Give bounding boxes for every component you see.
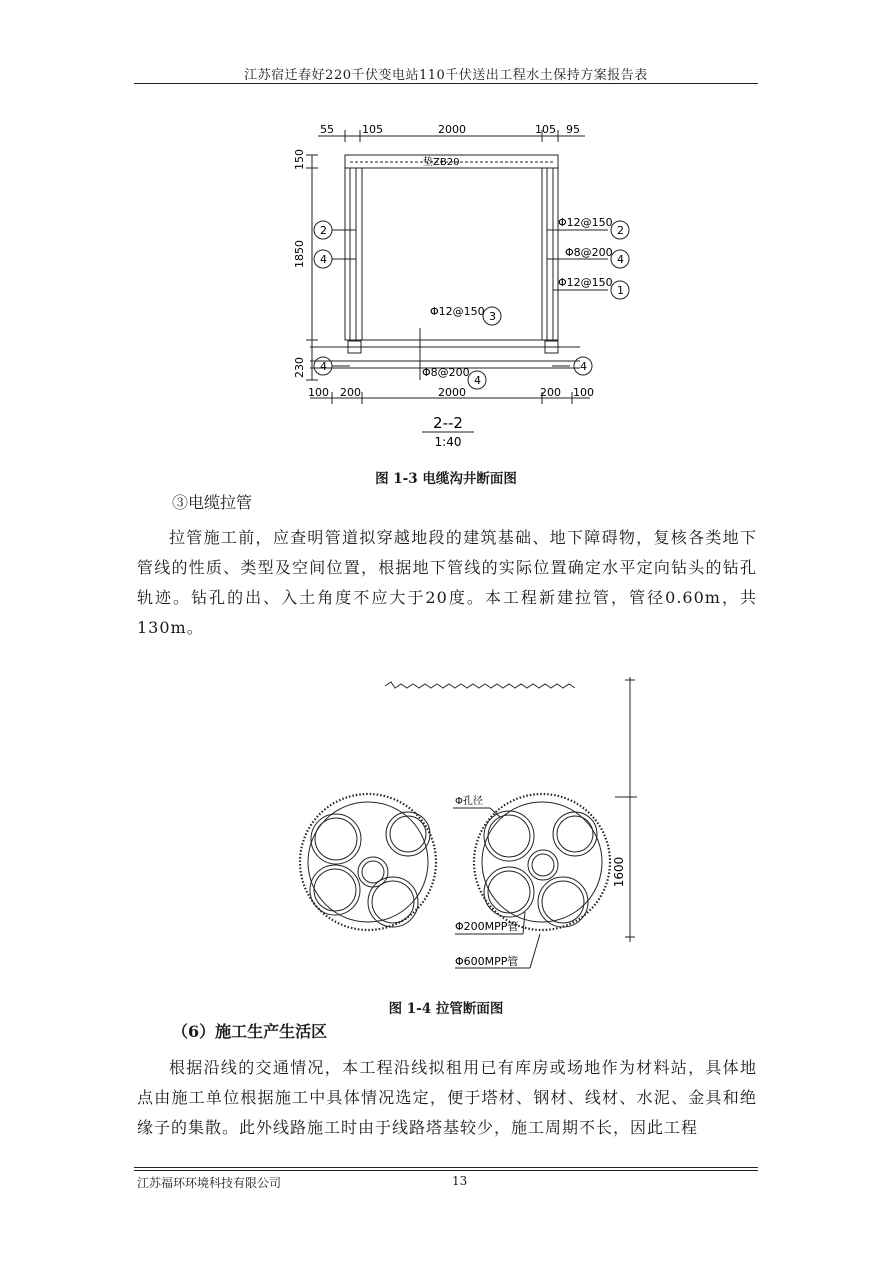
cable-trench-section-figure	[290, 118, 660, 458]
bottom-left-num: 4	[320, 360, 327, 373]
rebar-right-num-3: 1	[617, 284, 624, 297]
dim-bottom-100-right: 100	[573, 386, 594, 399]
figure-caption-1-4: 图 1-4 拉管断面图	[388, 1001, 504, 1017]
dim-bottom-2000: 2000	[438, 386, 466, 399]
rebar-right-num-1: 2	[617, 224, 624, 237]
dim-vertical-1600: 1600	[612, 856, 626, 888]
bottom-rebar-num: 3	[489, 310, 496, 323]
dim-left-230: 230	[293, 357, 306, 378]
subheading-construction-area: （6）施工生产生活区	[172, 1022, 328, 1041]
rebar-right-spec-1: Φ12@150	[558, 216, 613, 229]
bottom-rebar-spec: Φ12@150	[430, 305, 485, 318]
rebar-left-num-2: 2	[320, 224, 327, 237]
bore-diameter-label: Φ孔径	[455, 796, 483, 807]
slab-label: 垫ZB20	[423, 157, 460, 168]
dim-top-105: 105	[362, 123, 383, 136]
dim-top-2000: 2000	[438, 123, 466, 136]
section-scale: 1:40	[434, 435, 462, 449]
rebar-right-num-2: 4	[617, 253, 624, 266]
figure-caption-1-3: 图 1-3 电缆沟井断面图	[375, 471, 517, 487]
dim-bottom-200: 200	[340, 386, 361, 399]
page-number: 13	[452, 1174, 468, 1188]
paragraph-cable-pulling: 拉管施工前，应查明管道拟穿越地段的建筑基础、地下障碍物，复核各类地下管线的性质、类型及空间位置，根据地下管线的实际位置确定水平定向钻头的钻孔轨迹。钻孔的出、入土角度不应大于20度。本工程新建拉管，管径0.60m，共130m。	[137, 528, 757, 637]
bottom-stirrup-spec: Φ8@200	[422, 366, 470, 379]
dim-top-55: 55	[320, 123, 334, 136]
pipe-section-figure	[285, 672, 645, 982]
footer-rule	[134, 1167, 758, 1168]
section-title: 2--2	[433, 414, 463, 432]
dim-left-1850: 1850	[293, 240, 306, 268]
large-pipe-label: Φ600MPP管	[455, 955, 519, 968]
footer-rule-2	[134, 1170, 758, 1171]
small-pipe-label: Φ200MPP管	[455, 920, 519, 933]
bottom-stirrup-num: 4	[474, 374, 481, 387]
page-header: 江苏宿迁春好220千伏变电站110千伏送出工程水土保持方案报告表	[244, 68, 648, 83]
section-heading-cable-pulling: ③电缆拉管	[172, 493, 253, 512]
header-rule	[134, 83, 758, 84]
dim-bottom-100: 100	[308, 386, 329, 399]
paragraph-construction-area: 根据沿线的交通情况，本工程沿线拟租用已有库房或场地作为材料站，具体地点由施工单位根据施工中具体情况选定，便于塔材、钢材、线材、水泥、金具和绝缘子的集散。此外线路施工时由于线路塔基较少，施工周期不长，因此工程	[137, 1058, 757, 1137]
rebar-right-spec-3: Φ12@150	[558, 276, 613, 289]
dim-bottom-200-right: 200	[540, 386, 561, 399]
rebar-left-num-4: 4	[320, 253, 327, 266]
footer-company: 江苏福环环境科技有限公司	[137, 1176, 282, 1190]
dim-top-95: 95	[566, 123, 580, 136]
bottom-right-num: 4	[580, 360, 587, 373]
dim-left-150: 150	[293, 149, 306, 170]
rebar-right-spec-2: Φ8@200	[565, 246, 613, 259]
dim-top-105-right: 105	[535, 123, 556, 136]
